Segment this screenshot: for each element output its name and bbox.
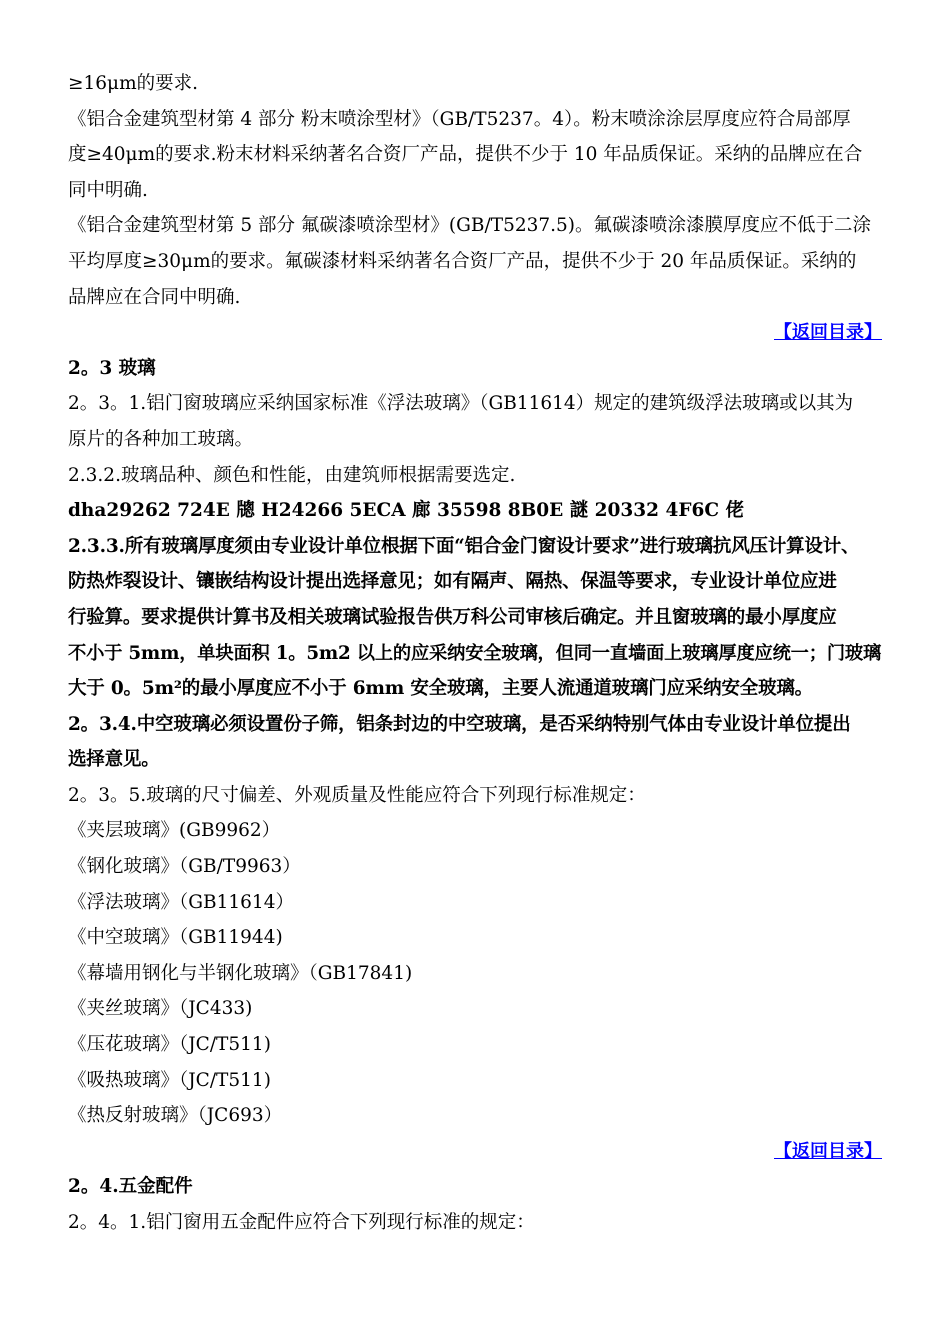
standard-list-item: 《吸热玻璃》（JC/T511) [68,1069,271,1091]
standard-list-item: 《中空玻璃》（GB11944) [68,927,283,949]
paragraph-line: 《铝合金建筑型材第 4 部分 粉末喷涂型材》（GB/T5237。4）。粉末喷涂涂层厚度应符合局部厚 [68,108,851,130]
code-text-line: dha29262 724E 牕 H24266 5ECA 廊 35598 8B0E 謎 20332 4F6C 佬 [68,500,745,522]
standard-list-item: 《热反射玻璃》（JC693） [68,1105,283,1127]
standard-list-item: 《浮法玻璃》（GB11614） [68,891,294,913]
standard-list-item: 《夹丝玻璃》（JC433) [68,998,253,1020]
paragraph-line: 度≥40μm的要求.粉末材料采纳著名合资厂产品，提供不少于 10 年品质保证。采纳的品牌应在合 [68,144,863,166]
paragraph-line: 同中明确. [68,179,148,201]
toc-return-row [68,315,882,351]
standard-list-item: 《压花玻璃》（JC/T511) [68,1034,271,1056]
standard-list-item: 《幕墙用钢化与半钢化玻璃》（GB17841) [68,962,413,984]
section-heading-hardware: 2。4.五金配件 [68,1176,193,1198]
bold-paragraph-line: 大于 0。5m²的最小厚度应不小于 6mm 安全玻璃，主要人流通道玻璃门应采纳安全玻璃。 [68,678,813,700]
paragraph-line: 《铝合金建筑型材第 5 部分 氟碳漆喷涂型材》(GB/T5237.5)。氟碳漆喷涂漆膜厚度应不低于二涂 [68,215,872,237]
bold-paragraph-line: 防热炸裂设计、镶嵌结构设计提出选择意见；如有隔声、隔热、保温等要求，专业设计单位应进 [68,571,837,593]
standard-list-item: 《夹层玻璃》(GB9962） [68,820,281,842]
return-to-toc-link[interactable]: 【返回目录】 [774,322,882,344]
paragraph-line: 2.3.2.玻璃品种、颜色和性能，由建筑师根据需要选定. [68,464,516,486]
paragraph-line: 2。3。5.玻璃的尺寸偏差、外观质量及性能应符合下列现行标准规定： [68,784,646,806]
bold-paragraph-line: 不小于 5mm，单块面积 1。5m2 以上的应采纳安全玻璃，但同一直墙面上玻璃厚度应统一；门玻璃 [68,642,882,664]
bold-paragraph-line: 2.3.3.所有玻璃厚度须由专业设计单位根据下面“铝合金门窗设计要求”进行玻璃抗风压计算设计、 [68,535,860,557]
paragraph-line: 2。3。1.铝门窗玻璃应采纳国家标准《浮法玻璃》（GB11614）规定的建筑级浮法玻璃或以其为 [68,393,854,415]
paragraph-line: 平均厚度≥30μm的要求。氟碳漆材料采纳著名合资厂产品，提供不少于 20 年品质保证。采纳的 [68,250,857,272]
return-to-toc-link[interactable]: 【返回目录】 [774,1140,882,1162]
bold-paragraph-line: 2。3.4.中空玻璃必须设置份子筛，铝条封边的中空玻璃，是否采纳特别气体由专业设计单位提出 [68,713,851,735]
standard-list-item: 《钢化玻璃》（GB/T9963） [68,856,301,878]
section-heading-glass: 2。3 玻璃 [68,357,156,379]
paragraph-line: 品牌应在合同中明确. [68,286,241,308]
bold-paragraph-line: 选择意见。 [68,749,160,771]
bold-paragraph-line: 行验算。要求提供计算书及相关玻璃试验报告供万科公司审核后确定。并且窗玻璃的最小厚度应 [68,606,837,628]
paragraph-line: 2。4。1.铝门窗用五金配件应符合下列现行标准的规定： [68,1212,535,1233]
paragraph-line: 原片的各种加工玻璃。 [68,428,254,450]
paragraph-line: ≥16μm的要求. [68,73,198,94]
toc-return-row [68,1134,882,1170]
